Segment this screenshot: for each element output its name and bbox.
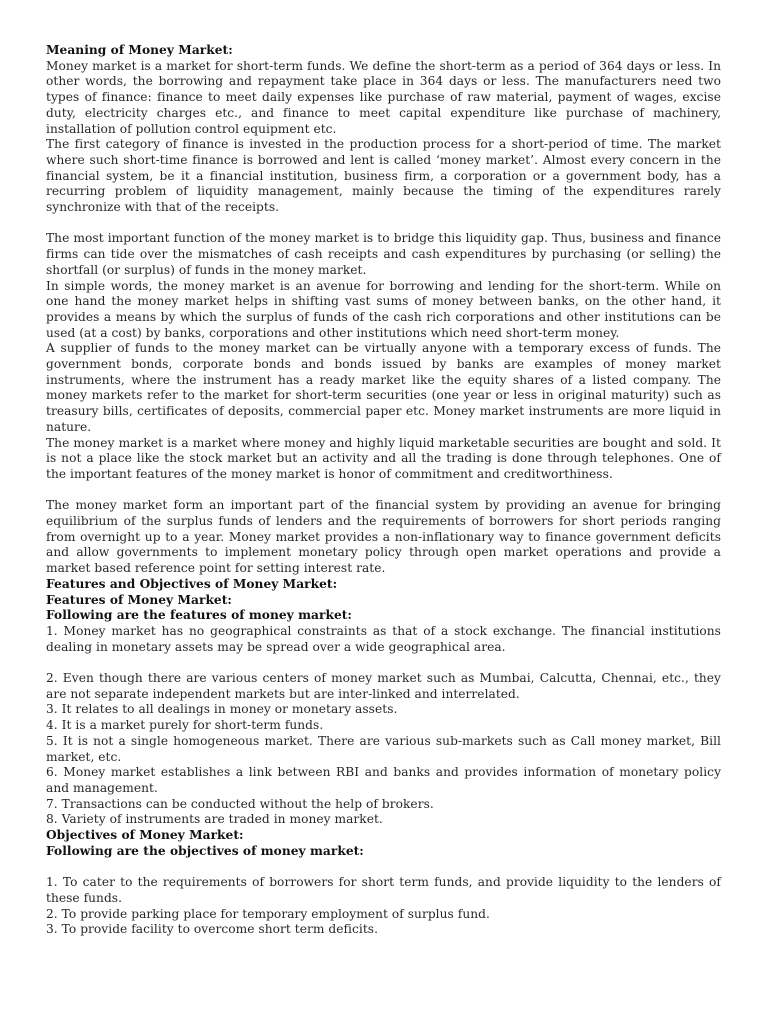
spacer [46, 860, 721, 876]
spacer [46, 483, 721, 499]
spacer [46, 216, 721, 232]
heading-meaning: Meaning of Money Market: [46, 43, 233, 57]
heading-objectives-intro: Following are the objectives of money market: [46, 843, 364, 858]
feature-item: 2. Even though there are various centers of money market such as Mumbai, Calcutta, Chennai, etc., they are not separate independent markets but are inter-linked and interrelated. [46, 671, 721, 701]
paragraph: Money market is a market for short-term funds. We define the short-term as a period of 364 days or less. In other words, the borrowing and repayment take place in 364 days or less. The manufacturers need two types of finance: finance to meet daily expenses like purchase of raw material, payment of wages, excise duty, electricity charges etc., and finance to meet capital expenditure like purchase of machinery, installation of pollution control equipment etc. [46, 58, 721, 136]
spacer [46, 655, 721, 671]
feature-item: 4. It is a market purely for short-term funds. [46, 718, 324, 733]
paragraph: The money market is a market where money and highly liquid marketable securities are bought and sold. It is not a place like the stock market but an activity and all the trading is done through telephones. One of the important features of the money market is honor of commitment and creditworthiness. [46, 435, 721, 481]
heading-objectives: Objectives of Money Market: [46, 828, 244, 843]
feature-item: 8. Variety of instruments are traded in money market. [46, 812, 383, 827]
feature-item: 5. It is not a single homogeneous market. There are various sub-markets such as Call money market, Bill market, etc. [46, 733, 721, 764]
paragraph: The most important function of the money market is to bridge this liquidity gap. Thus, business and finance firms can tide over the mismatches of cash receipts and cash expenditures by purchasing (or selling) the shortfall (or surplus) of funds in the money market. [46, 231, 721, 277]
feature-item: 6. Money market establishes a link between RBI and banks and provides information of monetary policy and management. [46, 765, 721, 795]
heading-features-objectives: Features and Objectives of Money Market: [46, 576, 338, 591]
heading-features: Features of Money Market: [46, 592, 232, 607]
paragraph: The money market form an important part of the financial system by providing an avenue for bringing equilibrium of the surplus funds of lenders and the requirements of borrowers for short periods ranging from overnight up to a year. Money market provides a non-inflationary way to finance government deficits and allow governments to implement monetary policy through open market operations and provide a market based reference point for setting interest rate. [46, 498, 721, 576]
feature-item: 7. Transactions can be conducted without the help of brokers. [46, 796, 434, 811]
heading-features-intro: Following are the features of money market: [46, 608, 352, 623]
feature-item: 3. It relates to all dealings in money or monetary assets. [46, 702, 398, 717]
paragraph: The first category of finance is invested in the production process for a short-period of time. The market where such short-time finance is borrowed and lent is called ‘money market’. Almost every concern in the financial system, be it a financial institution, business firm, a corporation or a government body, has a recurring problem of liquidity management, mainly because the timing of the expenditures rarely synchronize with that of the receipts. [46, 137, 721, 215]
objective-item: 2. To provide parking place for temporary employment of surplus fund. [46, 906, 490, 921]
paragraph: A supplier of funds to the money market can be virtually anyone with a temporary excess of funds. The government bonds, corporate bonds and bonds issued by banks are examples of money market instruments, where the instrument has a ready market like the equity shares of a listed company. The money markets refer to the market for short-term securities (one year or less in original maturity) such as treasury bills, certificates of deposits, commercial paper etc. Money market instruments are more liquid in nature. [46, 341, 721, 434]
objective-item: 1. To cater to the requirements of borrowers for short term funds, and provide liquidity to the lenders of these funds. [46, 875, 721, 905]
paragraph: In simple words, the money market is an avenue for borrowing and lending for the short-term. While on one hand the money market helps in shifting vast sums of money between banks, on the other hand, it provides a means by which the surplus of funds of the cash rich corporations and other institutions can be used (at a cost) by banks, corporations and other institutions which need short-term money. [46, 278, 721, 340]
document-page [46, 43, 721, 938]
feature-item: 1. Money market has no geographical constraints as that of a stock exchange. The financial institutions dealing in monetary assets may be spread over a wide geographical area. [46, 623, 721, 654]
objective-item: 3. To provide facility to overcome short term deficits. [46, 922, 378, 937]
